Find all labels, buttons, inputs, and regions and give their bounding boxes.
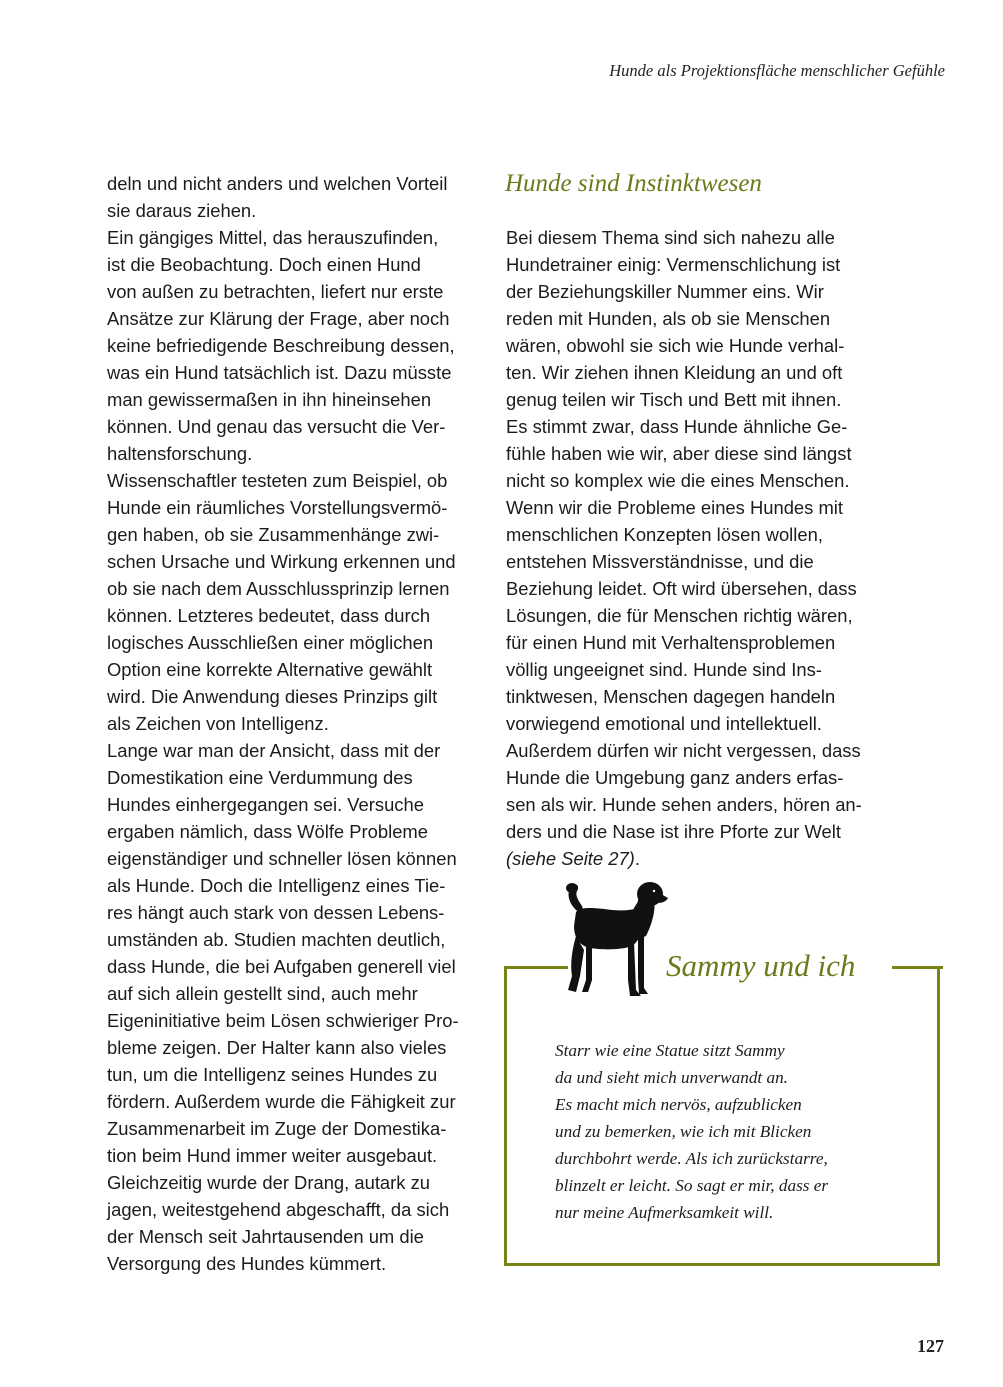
box-text-line: nur meine Aufmerksamkeit will. (555, 1203, 774, 1222)
body-text-line: können. Und genau das versucht die Ver- (107, 416, 446, 437)
body-text-line: der Mensch seit Jahrtausenden um die (107, 1226, 424, 1247)
section-text-line: Hunde die Umgebung ganz anders erfas- (506, 767, 844, 788)
body-text-line: wird. Die Anwendung dieses Prinzips gilt (107, 686, 438, 707)
section-text-line: völlig ungeeignet sind. Hunde sind Ins- (506, 659, 822, 680)
box-title: Sammy und ich (666, 948, 856, 983)
body-text-line: jagen, weitestgehend abgeschafft, da sich (107, 1199, 450, 1220)
section-text-line: tinktwesen, Menschen dagegen handeln (506, 686, 836, 707)
body-text-line: haltensforschung. (107, 443, 253, 464)
section-text-line: Außerdem dürfen wir nicht vergessen, dass (506, 740, 861, 761)
body-text-line: Option eine korrekte Alternative gewählt (107, 659, 433, 680)
body-text-line: Wissenschaftler testeten zum Beispiel, ob (107, 470, 448, 491)
section-text-line: der Beziehungskiller Nummer eins. Wir (506, 281, 824, 302)
body-text-line: dass Hunde, die bei Aufgaben generell viel (107, 956, 456, 977)
body-text-line: Zusammenarbeit im Zuge der Domestika- (107, 1118, 447, 1139)
section-text-line: für einen Hund mit Verhaltensproblemen (506, 632, 836, 653)
box-text (555, 1037, 915, 1226)
body-text-line: Ein gängiges Mittel, das herauszufinden, (107, 227, 439, 248)
box-text-line: durchbohrt werde. Als ich zurückstarre, (555, 1149, 828, 1168)
left-column-body (107, 170, 477, 1277)
box-text-line: Starr wie eine Statue sitzt Sammy (555, 1041, 785, 1060)
body-text-line: bleme zeigen. Der Halter kann also vieles (107, 1037, 447, 1058)
section-text-line: ders und die Nase ist ihre Pforte zur Welt (506, 821, 841, 842)
right-column-body (506, 224, 886, 872)
reference-period: . (634, 848, 640, 869)
body-text-line: ob sie nach dem Ausschlussprinzip lernen (107, 578, 450, 599)
box-text-line: und zu bemerken, wie ich mit Blicken (555, 1122, 812, 1141)
body-text-line: Lange war man der Ansicht, dass mit der (107, 740, 441, 761)
body-text-line: man gewissermaßen in ihn hineinsehen (107, 389, 432, 410)
body-text-line: tun, um die Intelligenz seines Hundes zu (107, 1064, 438, 1085)
body-text-line: keine befriedigende Beschreibung dessen, (107, 335, 455, 356)
body-text-line: logisches Ausschließen einer möglichen (107, 632, 434, 653)
section-text-line: reden mit Hunden, als ob sie Menschen (506, 308, 831, 329)
body-text-line: Versorgung des Hundes kümmert. (107, 1253, 387, 1274)
section-text-line: Hundetrainer einig: Vermenschlichung ist (506, 254, 841, 275)
box-text-line: Es macht mich nervös, aufzublicken (555, 1095, 802, 1114)
section-text-line: Wenn wir die Probleme eines Hundes mit (506, 497, 843, 518)
section-text-line: Lösungen, die für Menschen richtig wären, (506, 605, 853, 626)
body-text-line: ergaben nämlich, dass Wölfe Probleme (107, 821, 428, 842)
body-text-line: als Zeichen von Intelligenz. (107, 713, 329, 734)
body-text-line: eigenständiger und schneller lösen können (107, 848, 457, 869)
body-text-line: was ein Hund tatsächlich ist. Dazu müsste (107, 362, 452, 383)
body-text-line: Domestikation eine Verdummung des (107, 767, 413, 788)
section-text-line: ten. Wir ziehen ihnen Kleidung an und oft (506, 362, 843, 383)
body-text-line: gen haben, ob sie Zusammenhänge zwi- (107, 524, 440, 545)
body-text-line: auf sich allein gestellt sind, auch mehr (107, 983, 418, 1004)
body-text-line: deln und nicht anders und welchen Vorteil (107, 173, 448, 194)
body-text-line: fördern. Außerdem wurde die Fähigkeit zur (107, 1091, 456, 1112)
section-text-line: wären, obwohl sie sich wie Hunde verhal- (506, 335, 845, 356)
body-text-line: Gleichzeitig wurde der Drang, autark zu (107, 1172, 431, 1193)
section-text-line: Bei diesem Thema sind sich nahezu alle (506, 227, 835, 248)
section-text-line: nicht so komplex wie die eines Menschen. (506, 470, 850, 491)
body-text-line: umständen ab. Studien machten deutlich, (107, 929, 446, 950)
running-head: Hunde als Projektionsfläche menschlicher Gefühle (609, 61, 945, 80)
body-text-line: Ansätze zur Klärung der Frage, aber noch (107, 308, 450, 329)
section-heading: Hunde sind Instinktwesen (505, 170, 762, 197)
body-text-line: res hängt auch stark von dessen Lebens- (107, 902, 445, 923)
section-reference-line (506, 845, 886, 872)
box-text-line: blinzelt er leicht. So sagt er mir, dass er (555, 1176, 829, 1195)
box-text-line: da und sieht mich unverwandt an. (555, 1068, 788, 1087)
body-text-line: sie daraus ziehen. (107, 200, 257, 221)
body-text-line: Hundes einhergegangen sei. Versuche (107, 794, 424, 815)
body-text-line: tion beim Hund immer weiter ausgebaut. (107, 1145, 438, 1166)
section-text-line: fühle haben wie wir, aber diese sind längst (506, 443, 852, 464)
body-text-line: Eigeninitiative beim Lösen schwieriger Pro- (107, 1010, 459, 1031)
page-number: 127 (917, 1336, 944, 1356)
body-text-line: von außen zu betrachten, liefert nur erste (107, 281, 444, 302)
page-reference: (siehe Seite 27) (506, 848, 635, 869)
body-text-line: schen Ursache und Wirkung erkennen und (107, 551, 456, 572)
section-text-line: Es stimmt zwar, dass Hunde ähnliche Ge- (506, 416, 848, 437)
section-text-line: sen als wir. Hunde sehen anders, hören an- (506, 794, 862, 815)
body-text-line: ist die Beobachtung. Doch einen Hund (107, 254, 421, 275)
section-text-line: menschlichen Konzepten lösen wollen, (506, 524, 823, 545)
box-top-rule-right (892, 966, 943, 969)
section-text-line: genug teilen wir Tisch und Bett mit ihnen. (506, 389, 842, 410)
section-text-line: vorwiegend emotional und intellektuell. (506, 713, 822, 734)
section-text-line: Beziehung leidet. Oft wird übersehen, dass (506, 578, 857, 599)
body-text-line: als Hunde. Doch die Intelligenz eines Tie- (107, 875, 446, 896)
body-text-line: Hunde ein räumliches Vorstellungsvermö- (107, 497, 448, 518)
body-text-line: können. Letzteres bedeutet, dass durch (107, 605, 431, 626)
poodle-silhouette-icon (562, 880, 670, 1000)
section-text-line: entstehen Missverständnisse, und die (506, 551, 814, 572)
box-top-rule-left (504, 966, 568, 969)
